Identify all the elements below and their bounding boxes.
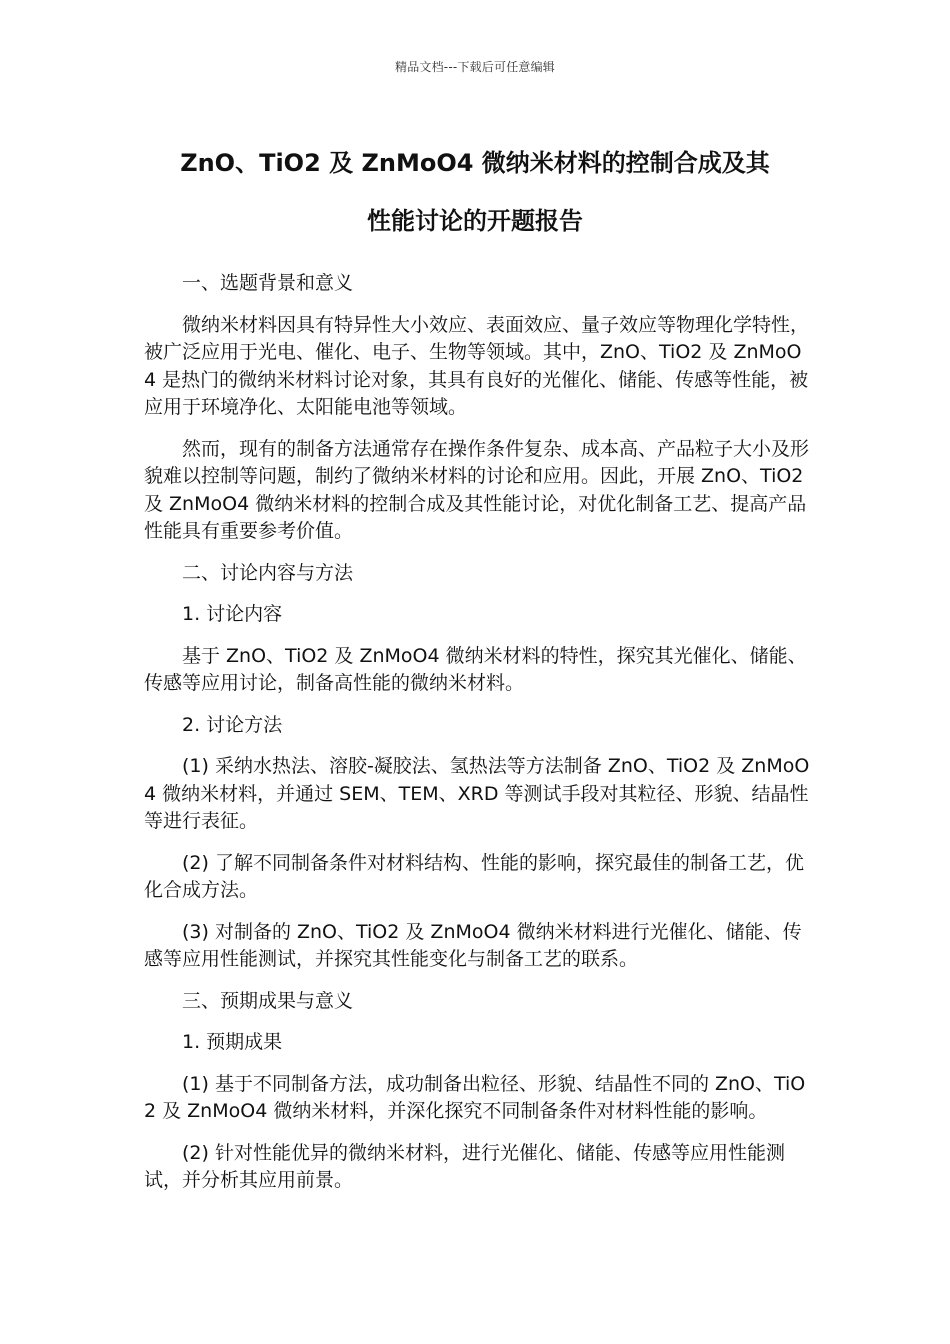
section-heading-outcomes: 三、预期成果与意义 bbox=[182, 989, 354, 1012]
section-heading-content-methods: 二、讨论内容与方法 bbox=[182, 561, 354, 584]
subheading-expected-outcomes: 1. 预期成果 bbox=[182, 1031, 283, 1053]
paragraph-outcome-2: (2) 针对性能优异的微纳米材料，进行光催化、储能、传感等应用性能测试，并分析其应用前景。 bbox=[144, 1141, 785, 1191]
paragraph-background-intro: 微纳米材料因具有特异性大小效应、表面效应、量子效应等物理化学特性，被广泛应用于光电、催化、电子、生物等领域。其中，ZnO、TiO2 及 ZnMoO4 是热门的微纳米材料讨论对象，其具有良好的光催化、储能、传感等性能，被应用于环境净化、太阳能电池等领域。 bbox=[144, 313, 810, 418]
title-line-2: 性能讨论的开题报告 bbox=[367, 207, 583, 235]
paragraph-background-problem: 然而，现有的制备方法通常存在操作条件复杂、成本高、产品粒子大小及形貌难以控制等问题，制约了微纳米材料的讨论和应用。因此，开展 ZnO、TiO2 及 ZnMoO4 微纳米材料的控制合成及其性能讨论，对优化制备工艺、提高产品性能具有重要参考价值。 bbox=[144, 437, 810, 542]
document-body bbox=[144, 270, 812, 1209]
subheading-methods: 2. 讨论方法 bbox=[182, 713, 283, 736]
section-heading-background: 一、选题背景和意义 bbox=[182, 272, 354, 294]
paragraph-method-2: (2) 了解不同制备条件对材料结构、性能的影响，探究最佳的制备工艺，优化合成方法。 bbox=[144, 851, 804, 901]
page-header: 精品文档---下载后可任意编辑 bbox=[395, 60, 555, 74]
title-line-1: ZnO、TiO2 及 ZnMoO4 微纳米材料的控制合成及其 bbox=[180, 149, 770, 177]
document-title bbox=[130, 134, 820, 250]
paragraph-method-1: (1) 采纳水热法、溶胶-凝胶法、氢热法等方法制备 ZnO、TiO2 及 ZnMoO4 微纳米材料，并通过 SEM、TEM、XRD 等测试手段对其粒径、形貌、结晶性等进行表征。 bbox=[144, 755, 810, 832]
subheading-content: 1. 讨论内容 bbox=[182, 603, 283, 625]
paragraph-outcome-1: (1) 基于不同制备方法，成功制备出粒径、形貌、结晶性不同的 ZnO、TiO2 及 ZnMoO4 微纳米材料，并深化探究不同制备条件对材料性能的影响。 bbox=[144, 1072, 806, 1122]
paragraph-method-3: (3) 对制备的 ZnO、TiO2 及 ZnMoO4 微纳米材料进行光催化、储能、传感等应用性能测试，并探究其性能变化与制备工艺的联系。 bbox=[144, 920, 802, 970]
paragraph-content: 基于 ZnO、TiO2 及 ZnMoO4 微纳米材料的特性，探究其光催化、储能、传感等应用讨论，制备高性能的微纳米材料。 bbox=[144, 644, 807, 694]
